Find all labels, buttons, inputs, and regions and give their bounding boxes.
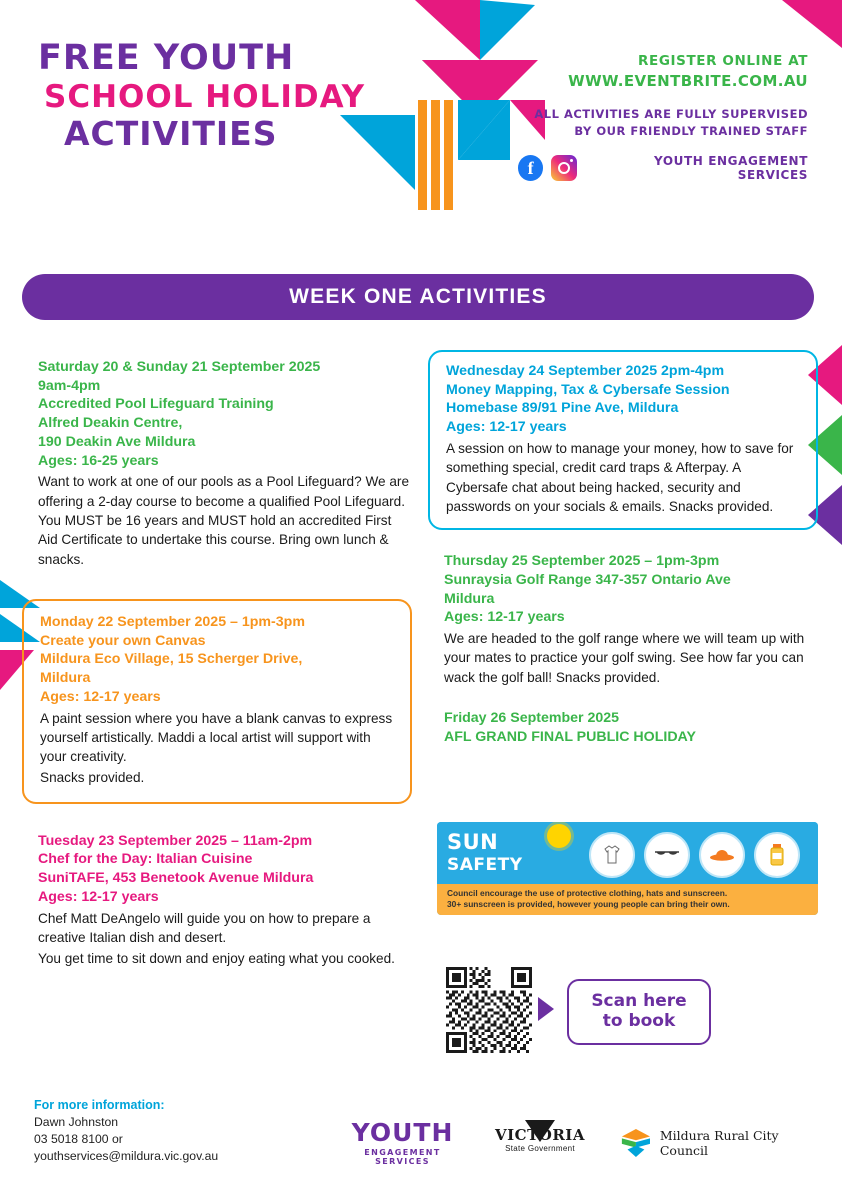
- contact-email[interactable]: youthservices@mildura.vic.gov.au: [34, 1148, 219, 1163]
- title-line-1: FREE YOUTH: [38, 38, 295, 78]
- victoria-logo-word: VICTORIA: [495, 1126, 585, 1144]
- event-ages: Ages: 12-17 years: [38, 888, 159, 905]
- more-info-label: For more information:: [34, 1098, 165, 1112]
- contact-block: [34, 1098, 304, 1164]
- register-url[interactable]: WWW.EVENTBRITE.COM.AU: [568, 71, 808, 90]
- event-date: Monday 22 September 2025 – 1pm-3pm: [40, 613, 305, 630]
- arrow-icon: [538, 997, 554, 1021]
- events-column-right: [428, 350, 818, 762]
- scan-button-line-2: to book: [602, 1011, 676, 1031]
- contact-phone: 03 5018 8100 or: [34, 1131, 123, 1146]
- event-ages: Ages: 12-17 years: [40, 688, 161, 705]
- event-description-2: Snacks provided.: [40, 770, 145, 786]
- event-description-2: You get time to sit down and enjoy eating what you cooked.: [38, 951, 395, 967]
- contact-name: Dawn Johnston: [34, 1115, 119, 1129]
- youth-engagement-logo: [340, 1118, 465, 1166]
- youth-logo-word: YOUTH: [351, 1118, 454, 1147]
- event-description: Chef Matt DeAngelo will guide you on how to prepare a creative Italian dish and desert.: [38, 910, 371, 945]
- event-name: Sunraysia Golf Range 347-357 Ontario Ave: [444, 571, 731, 588]
- supervised-line-2: BY OUR FRIENDLY TRAINED STAFF: [574, 123, 808, 138]
- sun-safety-panel: [437, 822, 818, 915]
- poster-header: [0, 0, 842, 230]
- event-venue-line-2: 190 Deakin Ave Mildura: [38, 433, 196, 450]
- sun-safety-word-2: SAFETY: [447, 855, 523, 875]
- event-name: Chef for the Day: Italian Cuisine: [38, 851, 253, 868]
- council-mark-icon: [620, 1126, 652, 1160]
- sun-safety-note-line-1: Council encourage the use of protective clothing, hats and sunscreen.: [447, 888, 728, 898]
- event-description: A session on how to manage your money, how to save for something special, credit card traps & Afterpay. A Cybersafe chat about being hacked, security and passwords on your socials & emails. Snacks provided.: [446, 440, 794, 514]
- hat-icon: [699, 832, 745, 878]
- event-date: Friday 26 September 2025: [444, 709, 620, 726]
- event-description: Want to work at one of our pools as a Pool Lifeguard? We are offering a 2-day course to become a qualified Pool Lifeguard. You MUST be 16 years and MUST hold an accredited First Aid Certificate to undertake this course. Bring own lunch & snacks.: [38, 474, 410, 567]
- event-name: Accredited Pool Lifeguard Training: [38, 396, 274, 413]
- title-line-2: SCHOOL HOLIDAY: [44, 78, 366, 115]
- event-venue-line-1: Mildura Eco Village, 15 Scherger Drive,: [40, 651, 303, 668]
- scan-button-line-1: Scan here: [591, 991, 687, 1012]
- sun-safety-note-line-2: 30+ sunscreen is provided, however young people can bring their own.: [447, 899, 730, 910]
- events-column-left: [22, 358, 412, 985]
- event-ages: Ages: 12-17 years: [444, 609, 565, 626]
- instagram-icon[interactable]: [551, 155, 576, 181]
- corner-decoration-top-right: [782, 0, 842, 60]
- sun-safety-note: [437, 884, 818, 915]
- event-afl-grand-final: [428, 709, 818, 746]
- event-venue-line-1: Alfred Deakin Centre,: [38, 415, 183, 432]
- week-banner: [22, 274, 814, 320]
- event-money-mapping: [428, 350, 818, 530]
- event-venue-line-2: Mildura: [40, 670, 91, 687]
- sun-safety-word-1: SUN: [447, 830, 499, 854]
- supervised-line-1: ALL ACTIVITIES ARE FULLY SUPERVISED: [534, 106, 808, 121]
- event-venue-line-1: Homebase 89/91 Pine Ave, Mildura: [446, 400, 679, 417]
- event-description: We are headed to the golf range where we will team up with your mates to practice your golf swing. See how far you can wack the golf ball! Snacks provided.: [444, 631, 805, 685]
- facebook-icon[interactable]: f: [518, 155, 543, 181]
- event-date: Wednesday 24 September 2025 2pm-4pm: [446, 363, 725, 379]
- event-date: Saturday 20 & Sunday 21 September 2025: [38, 359, 321, 375]
- event-venue-line-1: SuniTAFE, 453 Benetook Avenue Mildura: [38, 870, 314, 887]
- sunglasses-icon: [644, 832, 690, 878]
- social-handle-label: YOUTH ENGAGEMENT SERVICES: [653, 154, 808, 183]
- register-info: [518, 52, 808, 182]
- event-time: 9am-4pm: [38, 377, 101, 394]
- event-venue-line-1: Mildura: [444, 590, 495, 607]
- victoria-logo-subtitle: State Government: [505, 1144, 575, 1153]
- sun-icon: [547, 824, 571, 848]
- event-description: A paint session where you have a blank canvas to express yourself artistically. Maddi a local artist will support with your creativity.: [40, 710, 393, 765]
- event-name: Create your own Canvas: [40, 632, 206, 649]
- event-date: Thursday 25 September 2025 – 1pm-3pm: [444, 553, 720, 570]
- scan-to-book-button[interactable]: [567, 979, 711, 1045]
- event-chef-for-the-day: [22, 832, 412, 969]
- week-banner-label: WEEK ONE ACTIVITIES: [289, 285, 547, 308]
- event-golf-range: [428, 552, 818, 687]
- supervised-note: [518, 106, 808, 141]
- shirt-icon: [589, 832, 635, 878]
- event-name: Money Mapping, Tax & Cybersafe Session: [446, 381, 730, 398]
- event-date: Tuesday 23 September 2025 – 11am-2pm: [38, 832, 313, 849]
- social-row: [518, 154, 808, 182]
- register-label: REGISTER ONLINE AT: [638, 53, 808, 69]
- event-ages: Ages: 16-25 years: [38, 452, 159, 469]
- victoria-government-logo: [495, 1120, 585, 1153]
- youth-logo-subtitle: ENGAGEMENT SERVICES: [364, 1148, 441, 1166]
- poster-title: [38, 40, 428, 152]
- event-create-canvas: [22, 599, 412, 804]
- council-logo-text: Mildura Rural City Council: [659, 1128, 779, 1158]
- event-name: AFL GRAND FINAL PUBLIC HOLIDAY: [444, 728, 696, 745]
- event-ages: Ages: 12-17 years: [446, 419, 567, 436]
- qr-code[interactable]: [446, 967, 532, 1053]
- title-line-3: ACTIVITIES: [64, 114, 278, 154]
- sunscreen-icon: [754, 832, 800, 878]
- event-pool-lifeguard: [22, 358, 412, 569]
- mildura-council-logo: [620, 1126, 820, 1160]
- sun-safety-top: [437, 822, 818, 884]
